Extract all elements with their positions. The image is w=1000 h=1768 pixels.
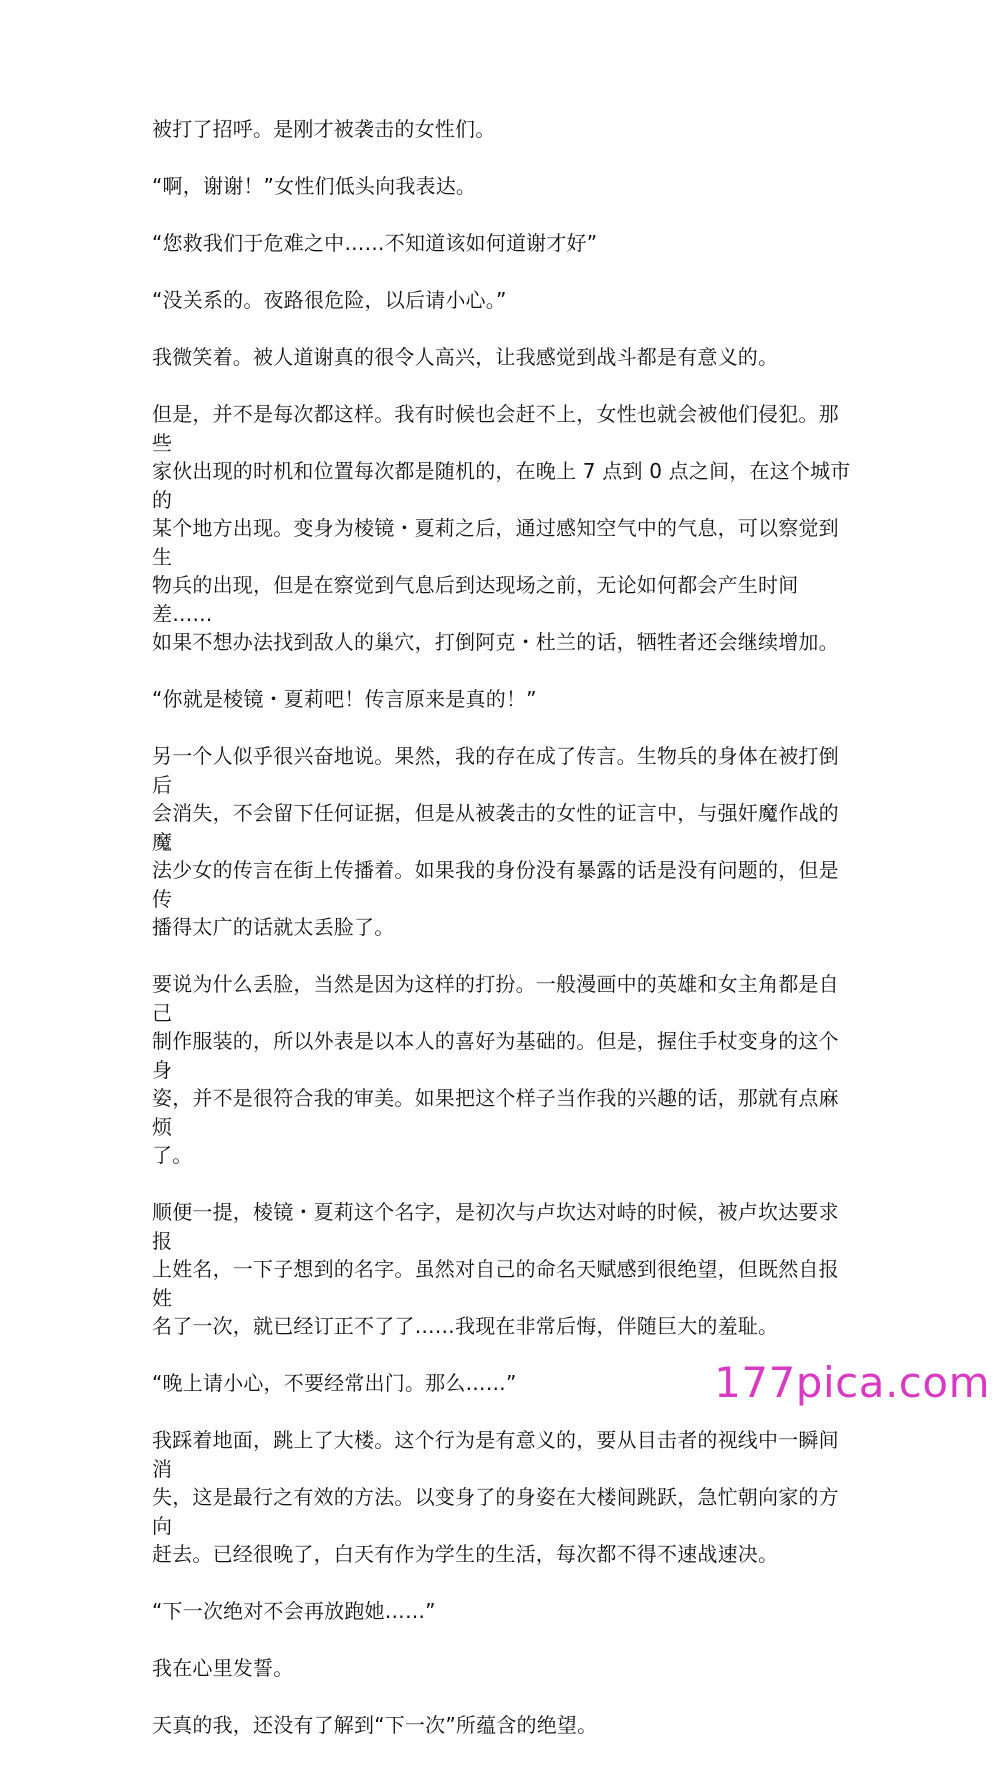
paragraph: “您救我们于危难之中……不知道该如何道谢才好”	[152, 231, 598, 255]
paragraph: 另一个人似乎很兴奋地说。果然，我的存在成了传言。生物兵的身体在被打倒后 会消失，不会留下任何证据，但是从被袭击的女性的证言中，与强奸魔作战的魔 法少女的传言在街上传播着。如果我的身份没有暴露的话是没有问题的，但是传 播得太广的话就太丢脸了。	[152, 744, 839, 939]
paragraph: “下一次绝对不会再放跑她……”	[152, 1599, 436, 1623]
paragraph: “晚上请小心，不要经常出门。那么……”	[152, 1371, 517, 1395]
paragraph: 被打了招呼。是刚才被袭击的女性们。	[152, 117, 496, 141]
paragraph: 顺便一提，棱镜・夏莉这个名字，是初次与卢坎达对峙的时候，被卢坎达要求报 上姓名，一下子想到的名字。虽然对自己的命名天赋感到很绝望，但既然自报姓 名了一次，就已经订正不了了……我现在非常后悔，伴随巨大的羞耻。	[152, 1200, 839, 1338]
body-text	[152, 115, 852, 1768]
paragraph: 但是，并不是每次都这样。我有时候也会赶不上，女性也就会被他们侵犯。那些 家伙出现的时机和位置每次都是随机的，在晚上 7 点到 0 点之间，在这个城市的 某个地方出现。变身为棱镜・夏莉之后，通过感知空气中的气息，可以察觉到生 物兵的出现，但是在察觉到气息后到达现场之前，无论如何都会产生时间差…… 如果不想办法找到敌人的巢穴，打倒阿克・杜兰的话，牺牲者还会继续增加。	[152, 402, 851, 654]
paragraph: “没关系的。夜路很危险，以后请小心。”	[152, 288, 507, 312]
paragraph: “你就是棱镜・夏莉吧！传言原来是真的！”	[152, 687, 537, 711]
paragraph: 我踩着地面，跳上了大楼。这个行为是有意义的，要从目击者的视线中一瞬间消 失，这是最行之有效的方法。以变身了的身姿在大楼间跳跃，急忙朝向家的方向 赶去。已经很晚了，白天有作为学生的生活，每次都不得不速战速决。	[152, 1428, 839, 1566]
paragraph: 要说为什么丢脸，当然是因为这样的打扮。一般漫画中的英雄和女主角都是自己 制作服装的，所以外表是以本人的喜好为基础的。但是，握住手杖变身的这个身 姿，并不是很符合我的审美。如果把这个样子当作我的兴趣的话，那就有点麻烦 了。	[152, 972, 839, 1167]
watermark-logo: 177pica.com	[714, 1358, 990, 1407]
paragraph: 我微笑着。被人道谢真的很令人高兴，让我感觉到战斗都是有意义的。	[152, 345, 779, 369]
paragraph: 我在心里发誓。	[152, 1656, 294, 1680]
paragraph: 天真的我，还没有了解到“下一次”所蕴含的绝望。	[152, 1713, 598, 1737]
paragraph: “啊，谢谢！”女性们低头向我表达。	[152, 174, 477, 198]
